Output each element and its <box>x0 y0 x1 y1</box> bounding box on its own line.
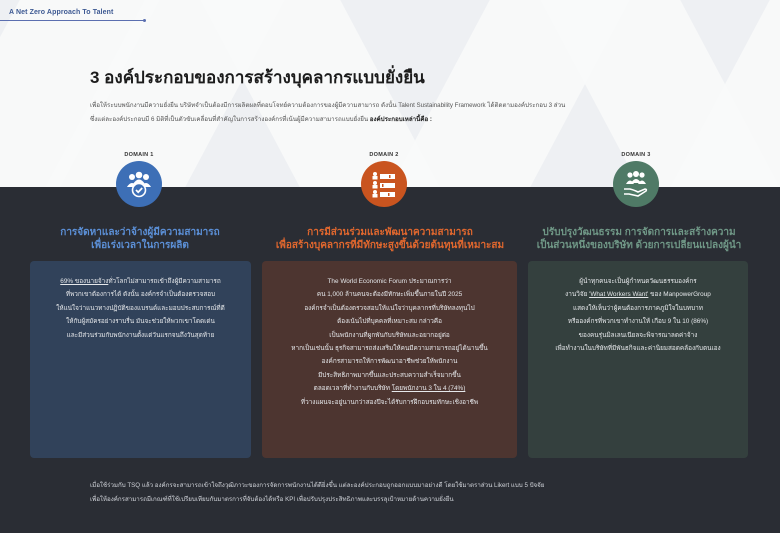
card-line: และมีส่วนร่วมกับพนักงานตั้งแต่วันแรกจนถึงวันสุดท้าย <box>66 331 215 339</box>
card-line: ผู้นำทุกคนจะเป็นผู้กำหนดวัฒนธรรมองค์กร <box>579 278 697 285</box>
card-line: เพื่อทำงานในบริษัทที่มีพันธกิจและค่านิยมสอดคล้องกับตนเอง <box>555 345 721 353</box>
people-bars-icon <box>361 161 407 207</box>
card-line: หากเป็นเช่นนั้น ธุรกิจสามารถส่งเสริมให้คนมีความสามารถอยู่ได้นานขึ้น <box>291 345 488 353</box>
footer-line-2: เพื่อให้องค์กรสามารถมีเกณฑ์ที่ใช้เปรียบเทียบกับมาตรการที่จับต้องได้หรือ KPI เพื่อปรับปรุงประสิทธิภาพและบรรลุเป้าหมายด้านความยั่งยืน <box>90 496 454 503</box>
header-label: A Net Zero Approach To Talent <box>9 9 114 16</box>
stat-highlight: 69% ของนายจ้าง <box>60 278 109 285</box>
card-line: งานวิจัย 'What Workers Want' ของ ManpowerGroup <box>565 291 711 299</box>
domain-1-title: การจัดหาและว่าจ้างผู้มีความสามารถ เพื่อเร่งเวลาในการผลิต <box>60 227 220 251</box>
card-line: ให้แน่ใจว่าแนวทางปฏิบัติของแบรนด์และมอบประสบการณ์ที่ดี <box>56 304 225 312</box>
card-line: ที่วางแผนจะอยู่นานกว่าสองปีจะได้รับการฝึกอบรมทักษะเชิงอาชีพ <box>300 398 479 406</box>
card-line: ที่พวกเขาต้องการได้ ดังนั้น องค์กรจำเป็นต้องตรวจสอบ <box>65 291 216 299</box>
domain-tag: DOMAIN 2 <box>369 152 399 158</box>
card-line: องค์กรสามารถให้การพัฒนาอาชีพช่วยให้พนักงาน <box>321 358 458 366</box>
card-line: แสดงให้เห็นว่าผู้คนต้องการภาคภูมิใจในบทบาท <box>573 304 703 312</box>
domain-tag: DOMAIN 1 <box>124 152 154 158</box>
stat-highlight: โดยพนักงาน 3 ใน 4 (74%) <box>391 385 466 393</box>
card-line: ต้องเน้นไปที่บุคคลที่เหมาะสม กล่าวคือ <box>337 318 442 326</box>
header-underline <box>0 20 145 21</box>
intro-line-1: เพื่อให้ระบบพนักงานมีความยั่งยืน บริษัทจำเป็นต้องมีการผลิตผลที่ตอบโจทย์ความต้องการของผู้มีความสามารถ ดังนั้น Talent Sustainability Framework ได้ติดตามองค์ประกอบ 3 ส่วน <box>90 102 566 109</box>
intro-paragraph <box>90 99 740 127</box>
card-line: ตลอดเวลาที่ทำงานกับบริษัท โดยพนักงาน 3 ใน 4 (74%) <box>313 385 466 393</box>
page-title: 3 องค์ประกอบของการสร้างบุคลากรแบบยั่งยืน <box>90 68 425 87</box>
card-line: ให้กับผู้สมัครอย่างราบรื่น มันจะช่วยให้พวกเขาโดดเด่น <box>66 318 215 326</box>
domain-1-card <box>30 261 251 458</box>
domain-2-card <box>262 261 517 458</box>
domain-3-title: ปรับปรุงวัฒนธรรม การจัดการและสร้างความ เป็นส่วนหนึ่งของบริษัท ด้วยการเปลี่ยนแปลงผู้นำ <box>536 227 742 251</box>
card-line: องค์กรจำเป็นต้องตรวจสอบให้แน่ใจว่าบุคลากรที่บริษัทลงทุนไป <box>304 304 475 312</box>
domain-1-badge <box>109 152 169 207</box>
domain-3-card <box>528 261 748 458</box>
card-line: The World Economic Forum ประมาณการว่า <box>327 278 452 285</box>
card-line: หรือองค์กรที่พวกเขาทำงานให้ เกือบ 9 ใน 10 (86%) <box>567 318 709 326</box>
domain-tag: DOMAIN 3 <box>621 152 651 158</box>
card-line: ของคนรุ่นมิลเลนเนียลจะพิจารณาลดค่าจ้าง <box>578 331 698 339</box>
domain-2-title: การมีส่วนร่วมและพัฒนาความสามารถ เพื่อสร้างบุคลากรที่มีทักษะสูงขึ้นด้วยต้นทุนที่เหมาะสม <box>275 227 505 251</box>
research-title: 'What Workers Want' <box>589 291 649 299</box>
people-check-icon <box>116 161 162 207</box>
card-line: คน 1,000 ล้านคนจะต้องมีทักษะเพิ่มขึ้นภายในปี 2025 <box>316 291 463 299</box>
intro-bold: องค์ประกอบเหล่านี้คือ : <box>369 116 432 123</box>
domain-3-badge <box>606 152 666 207</box>
card-line: 69% ของนายจ้างทั่วโลกไม่สามารถเข้าถึงผู้มีความสามารถ <box>60 278 221 285</box>
card-line: เป็นพนักงานที่ผูกพันกับบริษัทและอยากอยู่ต่อ <box>329 331 450 339</box>
footer-line-1: เมื่อใช้ร่วมกับ TSQ แล้ว องค์กรจะสามารถเข้าใจถึงวุฒิภาวะของการจัดการพนักงานได้ดียิ่งขึ้น แต่ละองค์ประกอบถูกออกแบบมาอย่างดี โดยใช้มาตราส่วน Likert แบบ 5 ปัจจัย <box>90 482 545 489</box>
domain-2-badge <box>354 152 414 207</box>
people-hand-icon <box>613 161 659 207</box>
intro-line-2: ซึ่งแต่ละองค์ประกอบมี 6 มิติที่เป็นตัวขับเคลื่อนที่สำคัญในการสร้างองค์กรที่เน้นผู้มีความสามารถแบบยั่งยืน องค์ประกอบเหล่านี้คือ : <box>90 116 432 123</box>
footer-paragraph <box>90 479 740 507</box>
card-line: มีประสิทธิภาพมากขึ้นและประสบความสำเร็จมากขึ้น <box>318 371 461 379</box>
